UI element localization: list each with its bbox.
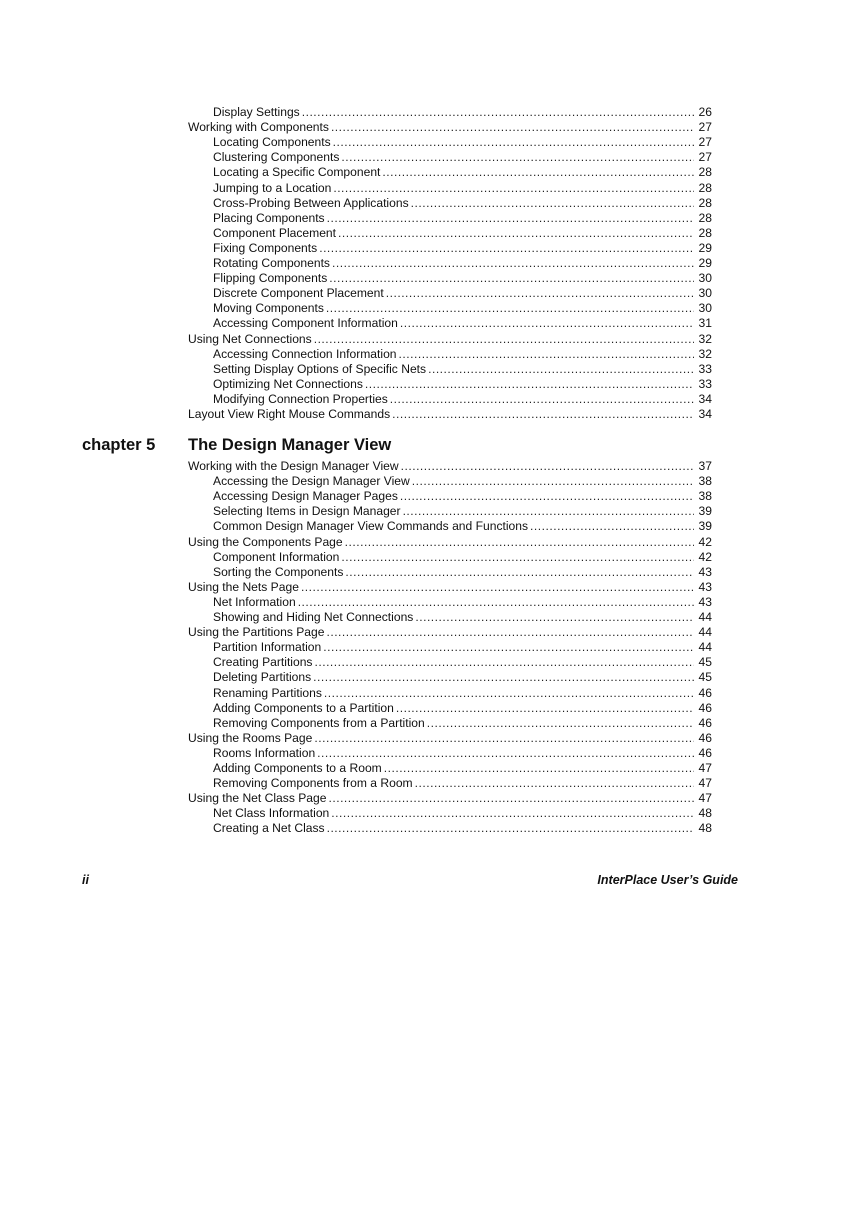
toc-page-number: 45	[698, 670, 712, 685]
toc-subentry	[188, 655, 712, 670]
toc-page-number: 44	[698, 640, 712, 655]
toc-page-number: 48	[698, 806, 712, 821]
toc-entry	[188, 120, 712, 135]
toc-entry-title: Partition Information	[213, 640, 322, 655]
toc-page-number: 46	[698, 730, 712, 745]
toc-dot-leader	[345, 535, 694, 550]
toc-entry-title: Using the Partitions Page	[188, 625, 325, 640]
toc-entry-title: Working with the Design Manager View	[188, 459, 399, 474]
toc-entry-title: Working with Components	[188, 120, 329, 135]
toc-dot-leader	[333, 181, 694, 196]
toc-entry-title: Adding Components to a Partition	[213, 700, 394, 715]
toc-entry	[188, 407, 712, 422]
toc-page-number: 46	[698, 700, 712, 715]
toc-dot-leader	[332, 256, 694, 271]
toc-dot-leader	[341, 150, 694, 165]
toc-subentry	[188, 776, 712, 791]
toc-entry-title: Locating Components	[213, 135, 331, 150]
toc-dot-leader	[412, 474, 694, 489]
toc-entry-title: Showing and Hiding Net Connections	[213, 610, 414, 625]
toc-subentry	[188, 316, 712, 331]
toc-subentry	[188, 211, 712, 226]
toc-page-number: 31	[698, 316, 712, 331]
toc-dot-leader	[384, 761, 694, 776]
toc-dot-leader	[331, 806, 694, 821]
toc-subentry	[188, 746, 712, 761]
toc-subentry	[188, 761, 712, 776]
toc-entry-title: Net Information	[213, 594, 296, 609]
toc-subentry	[188, 226, 712, 241]
toc-entry-title: Cross-Probing Between Applications	[213, 195, 409, 210]
toc-subentry	[188, 610, 712, 625]
toc-entry-title: Accessing Design Manager Pages	[213, 489, 398, 504]
toc-entry-title: Discrete Component Placement	[213, 286, 384, 301]
toc-subentry	[188, 519, 712, 534]
toc-subentry	[188, 347, 712, 362]
toc-dot-leader	[329, 271, 694, 286]
toc-page-number: 44	[698, 610, 712, 625]
toc-dot-leader	[399, 347, 694, 362]
toc-entry-title: Removing Components from a Room	[213, 776, 413, 791]
toc-page-number: 46	[698, 685, 712, 700]
toc-page-number: 30	[698, 301, 712, 316]
toc-dot-leader	[319, 241, 694, 256]
toc-entry-title: Accessing the Design Manager View	[213, 474, 410, 489]
toc-subentry	[188, 701, 712, 716]
toc-page-number: 46	[698, 745, 712, 760]
toc-subentry	[188, 474, 712, 489]
toc-page-number: 46	[698, 715, 712, 730]
toc-page-number: 37	[698, 459, 712, 474]
footer-book-title: InterPlace User’s Guide	[597, 873, 738, 887]
toc-page-number: 28	[698, 210, 712, 225]
toc-subentry	[188, 685, 712, 700]
toc-dot-leader	[400, 316, 694, 331]
toc-entry	[188, 791, 712, 806]
toc-page-number: 47	[698, 760, 712, 775]
toc-subentry	[188, 135, 712, 150]
toc-section-continued	[188, 105, 712, 422]
toc-entry-title: Optimizing Net Connections	[213, 376, 363, 391]
toc-entry-title: Using the Nets Page	[188, 579, 299, 594]
chapter-label: chapter 5	[82, 436, 156, 454]
toc-page-number: 30	[698, 271, 712, 286]
toc-dot-leader	[327, 211, 694, 226]
toc-dot-leader	[392, 407, 694, 422]
toc-entry-title: Fixing Components	[213, 240, 318, 255]
toc-entry	[188, 625, 712, 640]
toc-dot-leader	[396, 701, 694, 716]
footer-page-number: ii	[82, 873, 89, 887]
toc-subentry	[188, 241, 712, 256]
toc-dot-leader	[403, 504, 694, 519]
toc-dot-leader	[390, 392, 694, 407]
toc-dot-leader	[333, 135, 694, 150]
toc-entry-title: Removing Components from a Partition	[213, 715, 425, 730]
toc-entry-title: Adding Components to a Room	[213, 760, 382, 775]
toc-dot-leader	[382, 165, 694, 180]
toc-dot-leader	[365, 377, 694, 392]
toc-page-number: 28	[698, 195, 712, 210]
toc-entry-title: Common Design Manager View Commands and Functions	[213, 519, 529, 534]
toc-section-chapter-5	[188, 459, 712, 836]
toc-page-number: 39	[698, 504, 712, 519]
toc-entry-title: Display Settings	[213, 105, 300, 120]
toc-dot-leader	[428, 362, 694, 377]
toc-dot-leader	[345, 565, 694, 580]
toc-entry-title: Sorting the Components	[213, 564, 344, 579]
toc-subentry	[188, 377, 712, 392]
toc-subentry	[188, 165, 712, 180]
toc-entry	[188, 534, 712, 549]
toc-entry-title: Rotating Components	[213, 256, 330, 271]
toc-dot-leader	[324, 686, 694, 701]
toc-dot-leader	[328, 791, 694, 806]
toc-page-number: 38	[698, 489, 712, 504]
toc-dot-leader	[314, 655, 694, 670]
toc-entry-title: Component Placement	[213, 225, 337, 240]
toc-dot-leader	[401, 459, 694, 474]
toc-page-number: 33	[698, 361, 712, 376]
toc-subentry	[188, 271, 712, 286]
toc-subentry	[188, 716, 712, 731]
toc-page-number: 39	[698, 519, 712, 534]
toc-entry-title: Selecting Items in Design Manager	[213, 504, 401, 519]
toc-entry-title: Using Net Connections	[188, 331, 312, 346]
toc-page-number: 28	[698, 225, 712, 240]
toc-entry-title: Creating a Net Class	[213, 821, 325, 836]
toc-subentry	[188, 670, 712, 685]
toc-page-number: 30	[698, 286, 712, 301]
toc-subentry	[188, 150, 712, 165]
toc-page-number: 43	[698, 579, 712, 594]
toc-entry	[188, 459, 712, 474]
toc-subentry	[188, 595, 712, 610]
toc-dot-leader	[331, 120, 694, 135]
toc-page-number: 27	[698, 120, 712, 135]
toc-entry-title: Locating a Specific Component	[213, 165, 381, 180]
toc-entry-title: Accessing Component Information	[213, 316, 398, 331]
toc-entry-title: Flipping Components	[213, 271, 328, 286]
toc-entry	[188, 731, 712, 746]
toc-entry-title: Using the Rooms Page	[188, 730, 313, 745]
toc-subentry	[188, 640, 712, 655]
toc-page-number: 27	[698, 150, 712, 165]
toc-entry-title: Component Information	[213, 549, 340, 564]
toc-entry-title: Creating Partitions	[213, 655, 313, 670]
toc-page-number: 29	[698, 240, 712, 255]
toc-dot-leader	[327, 821, 694, 836]
toc-dot-leader	[298, 595, 694, 610]
toc-entry-title: Using the Net Class Page	[188, 791, 327, 806]
toc-entry-title: Rooms Information	[213, 745, 316, 760]
toc-dot-leader	[411, 196, 694, 211]
toc-dot-leader	[314, 332, 694, 347]
chapter-title: The Design Manager View	[188, 436, 392, 454]
toc-dot-leader	[400, 489, 694, 504]
toc-subentry	[188, 256, 712, 271]
toc-subentry	[188, 504, 712, 519]
toc-dot-leader	[326, 301, 694, 316]
toc-subentry	[188, 105, 712, 120]
toc-entry	[188, 580, 712, 595]
toc-subentry	[188, 180, 712, 195]
toc-subentry	[188, 392, 712, 407]
toc-page-number: 32	[698, 331, 712, 346]
toc-dot-leader	[530, 519, 694, 534]
toc-entry-title: Moving Components	[213, 301, 324, 316]
toc-entry-title: Jumping to a Location	[213, 180, 332, 195]
toc-dot-leader	[323, 640, 694, 655]
toc-page-number: 42	[698, 534, 712, 549]
toc-dot-leader	[415, 610, 694, 625]
toc-dot-leader	[317, 746, 694, 761]
toc-subentry	[188, 301, 712, 316]
toc-dot-leader	[338, 226, 694, 241]
toc-subentry	[188, 565, 712, 580]
toc-dot-leader	[302, 105, 694, 120]
toc-page-number: 38	[698, 474, 712, 489]
toc-page-number: 32	[698, 346, 712, 361]
toc-page-number: 34	[698, 391, 712, 406]
toc-page-number: 33	[698, 376, 712, 391]
toc-page-number: 48	[698, 821, 712, 836]
toc-page-number: 43	[698, 564, 712, 579]
toc-page-number: 29	[698, 256, 712, 271]
toc-subentry	[188, 362, 712, 377]
toc-page-number: 42	[698, 549, 712, 564]
toc-page-number: 45	[698, 655, 712, 670]
toc-page-number: 47	[698, 776, 712, 791]
toc-subentry	[188, 806, 712, 821]
toc-entry-title: Deleting Partitions	[213, 670, 312, 685]
toc-page-number: 43	[698, 594, 712, 609]
toc-dot-leader	[314, 731, 694, 746]
toc-page-number: 44	[698, 625, 712, 640]
toc-dot-leader	[326, 625, 694, 640]
toc-dot-leader	[313, 670, 694, 685]
toc-entry-title: Modifying Connection Properties	[213, 391, 388, 406]
toc-entry-title: Layout View Right Mouse Commands	[188, 406, 391, 421]
toc-entry-title: Accessing Connection Information	[213, 346, 397, 361]
toc-page-number: 34	[698, 406, 712, 421]
toc-subentry	[188, 821, 712, 836]
toc-entry-title: Renaming Partitions	[213, 685, 322, 700]
toc-page-number: 47	[698, 791, 712, 806]
toc-dot-leader	[301, 580, 694, 595]
toc-page-number: 28	[698, 180, 712, 195]
toc-entry-title: Setting Display Options of Specific Nets	[213, 361, 427, 376]
toc-entry-title: Net Class Information	[213, 806, 330, 821]
toc-entry-title: Clustering Components	[213, 150, 340, 165]
toc-dot-leader	[386, 286, 694, 301]
toc-subentry	[188, 286, 712, 301]
toc-dot-leader	[415, 776, 694, 791]
toc-subentry	[188, 489, 712, 504]
toc-subentry	[188, 550, 712, 565]
toc-entry-title: Using the Components Page	[188, 534, 343, 549]
toc-dot-leader	[341, 550, 694, 565]
toc-page-number: 26	[698, 105, 712, 120]
toc-dot-leader	[427, 716, 694, 731]
toc-entry	[188, 331, 712, 346]
toc-page-number: 28	[698, 165, 712, 180]
toc-page-number: 27	[698, 135, 712, 150]
toc-entry-title: Placing Components	[213, 210, 325, 225]
toc-subentry	[188, 196, 712, 211]
